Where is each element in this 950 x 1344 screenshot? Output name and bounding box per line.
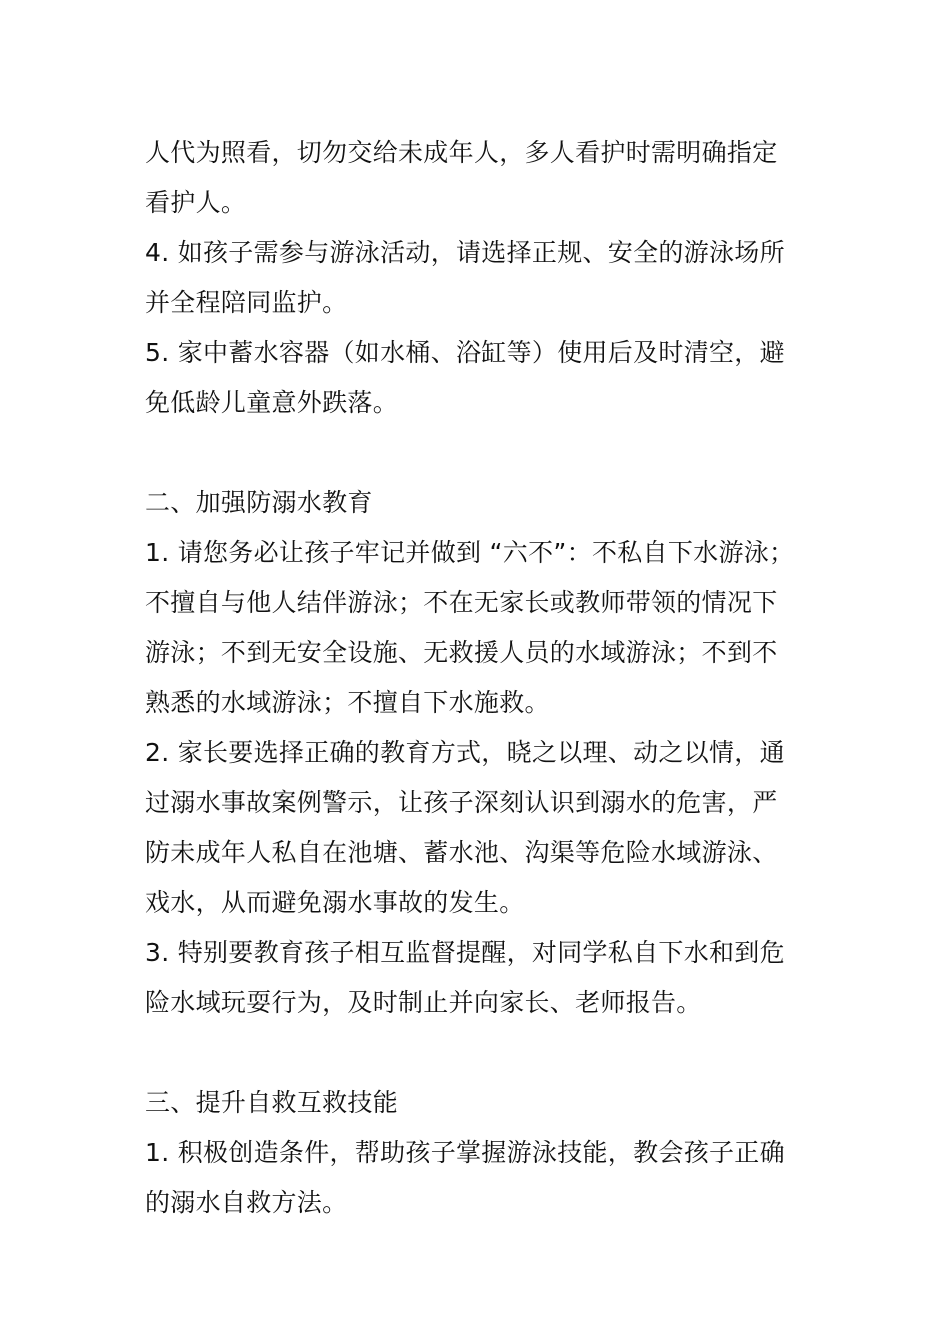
text-line: 并全程陪同监护。 bbox=[145, 288, 348, 317]
text-line: 人代为照看，切勿交给未成年人，多人看护时需明确指定 bbox=[145, 138, 778, 167]
list-item-1-line: 1. 积极创造条件，帮助孩子掌握游泳技能，教会孩子正确 bbox=[145, 1138, 785, 1167]
text-line: 险水域玩耍行为，及时制止并向家长、老师报告。 bbox=[145, 988, 702, 1017]
text-line: 的溺水自救方法。 bbox=[145, 1188, 348, 1217]
text-line: 过溺水事故案例警示，让孩子深刻认识到溺水的危害，严 bbox=[145, 788, 778, 817]
section-heading-3: 三、提升自救互救技能 bbox=[145, 1088, 399, 1117]
text-line: 防未成年人私自在池塘、蓄水池、沟渠等危险水域游泳、 bbox=[145, 838, 778, 867]
text-line: 游泳；不到无安全设施、无救援人员的水域游泳；不到不 bbox=[145, 638, 778, 667]
text-line: 免低龄儿童意外跌落。 bbox=[145, 388, 399, 417]
paragraph-gap bbox=[145, 428, 835, 478]
list-item-3-line: 3. 特别要教育孩子相互监督提醒，对同学私自下水和到危 bbox=[145, 938, 785, 967]
text-line: 不擅自与他人结伴游泳；不在无家长或教师带领的情况下 bbox=[145, 588, 778, 617]
paragraph-gap bbox=[145, 1028, 835, 1078]
text-line: 熟悉的水域游泳；不擅自下水施救。 bbox=[145, 688, 550, 717]
list-item-4-line: 4. 如孩子需参与游泳活动，请选择正规、安全的游泳场所 bbox=[145, 238, 785, 267]
list-item-1-line: 1. 请您务必让孩子牢记并做到 “六不”：不私自下水游泳； bbox=[145, 538, 795, 567]
list-item-5-line: 5. 家中蓄水容器（如水桶、浴缸等）使用后及时清空，避 bbox=[145, 338, 785, 367]
text-line: 看护人。 bbox=[145, 188, 247, 217]
section-heading-2: 二、加强防溺水教育 bbox=[145, 488, 373, 517]
document-body bbox=[145, 128, 835, 1228]
list-item-2-line: 2. 家长要选择正确的教育方式，晓之以理、动之以情，通 bbox=[145, 738, 785, 767]
text-line: 戏水，从而避免溺水事故的发生。 bbox=[145, 888, 525, 917]
